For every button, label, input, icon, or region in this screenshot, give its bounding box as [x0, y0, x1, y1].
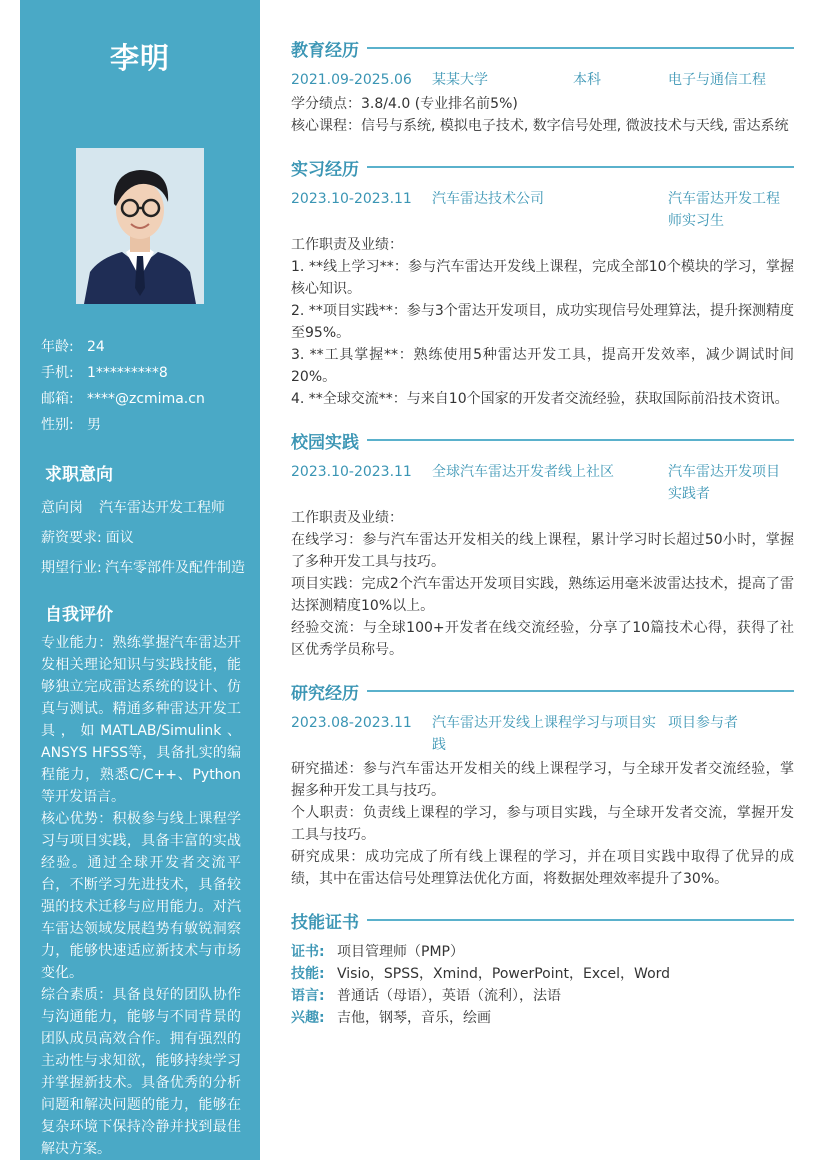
campus-header	[291, 428, 794, 452]
research-period: 2023.08-2023.11	[291, 715, 412, 731]
education-header	[291, 36, 794, 60]
section-divider	[367, 47, 794, 49]
education-degree: 本科	[573, 72, 601, 88]
research-title: 研究经历	[291, 683, 359, 704]
research-role: 项目参与者	[668, 715, 738, 731]
research-details: 研究描述：参与汽车雷达开发相关的线上课程学习，与全球开发者交流经验，掌握多种开发工具与技巧。 个人职责：负责线上课程的学习，参与项目实践，与全球开发者交流，掌握开发工具与技巧。 研究成果：成功完成了所有线上课程的学习，并在项目实践中取得了优异的成绩，其中在雷达信号处理算法优化方面，将数据处理效率提升了30%。	[291, 761, 794, 887]
section-divider	[367, 919, 794, 921]
self-eval-title: 自我评价	[45, 605, 113, 625]
education-period: 2021.09-2025.06	[291, 72, 412, 88]
education-entry	[291, 69, 794, 91]
info-gender: 性别: 男	[41, 417, 101, 433]
intent-position: 意向岗 汽车雷达开发工程师	[41, 500, 225, 516]
intent-title: 求职意向	[45, 465, 113, 485]
education-details: 学分绩点：3.8/4.0 (专业排名前5%) 核心课程：信号与系统, 模拟电子技术, 数字信号处理, 微波技术与天线, 雷达系统	[291, 96, 789, 134]
intent-salary: 薪资要求: 面议	[41, 530, 134, 546]
campus-org: 全球汽车雷达开发者线上社区	[432, 464, 614, 480]
research-entry	[291, 712, 794, 756]
research-header	[291, 679, 794, 703]
skills-title: 技能证书	[291, 912, 359, 933]
skills-list	[291, 941, 794, 1029]
skill-row-interests: 兴趣: 吉他，钢琴，音乐，绘画	[291, 1010, 491, 1026]
research-org: 汽车雷达开发线上课程学习与项目实践	[432, 715, 656, 753]
skill-row-certificate: 证书: 项目管理师（PMP）	[291, 944, 464, 960]
campus-title: 校园实践	[291, 432, 359, 453]
education-major: 电子与通信工程	[668, 72, 766, 88]
education-title: 教育经历	[291, 40, 359, 61]
section-divider	[367, 439, 794, 441]
internship-title: 实习经历	[291, 159, 359, 180]
person-name: 李明	[109, 41, 170, 75]
skills-header	[291, 908, 794, 932]
campus-role: 汽车雷达开发项目实践者	[668, 464, 780, 502]
info-phone: 手机: 1*********8	[41, 365, 168, 381]
intent-industry: 期望行业: 汽车零部件及配件制造	[41, 560, 245, 576]
campus-entry	[291, 461, 794, 505]
campus-period: 2023.10-2023.11	[291, 464, 412, 480]
campus-details: 工作职责及业绩： 在线学习：参与汽车雷达开发相关的线上课程，累计学习时长超过50小时，掌握了多种开发工具与技巧。 项目实践：完成2个汽车雷达开发项目实践，熟练运用毫米波雷达技术，提高了雷达探测精度10%以上。 经验交流：与全球100+开发者在线交流经验，分享了10篇技术心得，获得了社区优秀学员称号。	[291, 510, 794, 658]
skill-row-skills: 技能: Visio，SPSS，Xmind，PowerPoint，Excel，Word	[291, 966, 671, 982]
internship-details: 工作职责及业绩： 1. **线上学习**：参与汽车雷达开发线上课程，完成全部10个模块的学习，掌握核心知识。 2. **项目实践**：参与3个雷达开发项目，成功实现信号处理算法，提升探测精度至95%。 3. **工具掌握**：熟练使用5种雷达开发工具，提高开发效率，减少调试时间20%。 4. **全球交流**：与来自10个国家的开发者交流经验，获取国际前沿技术资讯。	[291, 237, 794, 407]
avatar-illustration	[76, 148, 204, 304]
skill-row-language: 语言: 普通话（母语），英语（流利），法语	[291, 988, 561, 1004]
internship-period: 2023.10-2023.11	[291, 191, 412, 207]
info-email: 邮箱: ****@zcmima.cn	[41, 391, 205, 407]
eval-paragraph: 专业能力：熟练掌握汽车雷达开发相关理论知识与实践技能，能够独立完成雷达系统的设计、仿真与测试。精通多种雷达开发工具，如MATLAB/Simulink、ANSYS HFSS等，具备扎实的编程能力，熟悉C/C++、Python等开发语言。	[41, 635, 241, 805]
internship-role: 汽车雷达开发工程师实习生	[668, 191, 780, 229]
section-divider	[367, 166, 794, 168]
job-intent	[41, 493, 246, 583]
internship-header	[291, 155, 794, 179]
internship-org: 汽车雷达技术公司	[432, 191, 544, 207]
internship-entry	[291, 188, 794, 232]
info-age: 年龄: 24	[41, 339, 105, 355]
education-school: 某某大学	[432, 72, 488, 88]
profile-photo	[76, 148, 204, 304]
sidebar	[20, 0, 260, 1160]
eval-paragraph: 核心优势：积极参与线上课程学习与项目实践，具备丰富的实战经验。通过全球开发者交流平台，不断学习先进技术，具备较强的技术迁移与应用能力。对汽车雷达领域发展趋势有敏锐洞察力，能够快速适应新技术与市场变化。	[41, 811, 241, 981]
section-divider	[367, 690, 794, 692]
self-evaluation	[41, 632, 241, 1160]
personal-info	[41, 334, 205, 438]
eval-paragraph: 综合素质：具备良好的团队协作与沟通能力，能够与不同背景的团队成员高效合作。拥有强烈的主动性与求知欲，能够持续学习并掌握新技术。具备优秀的分析问题和解决问题的能力，能够在复杂环境下保持冷静并找到最佳解决方案。	[41, 987, 241, 1157]
